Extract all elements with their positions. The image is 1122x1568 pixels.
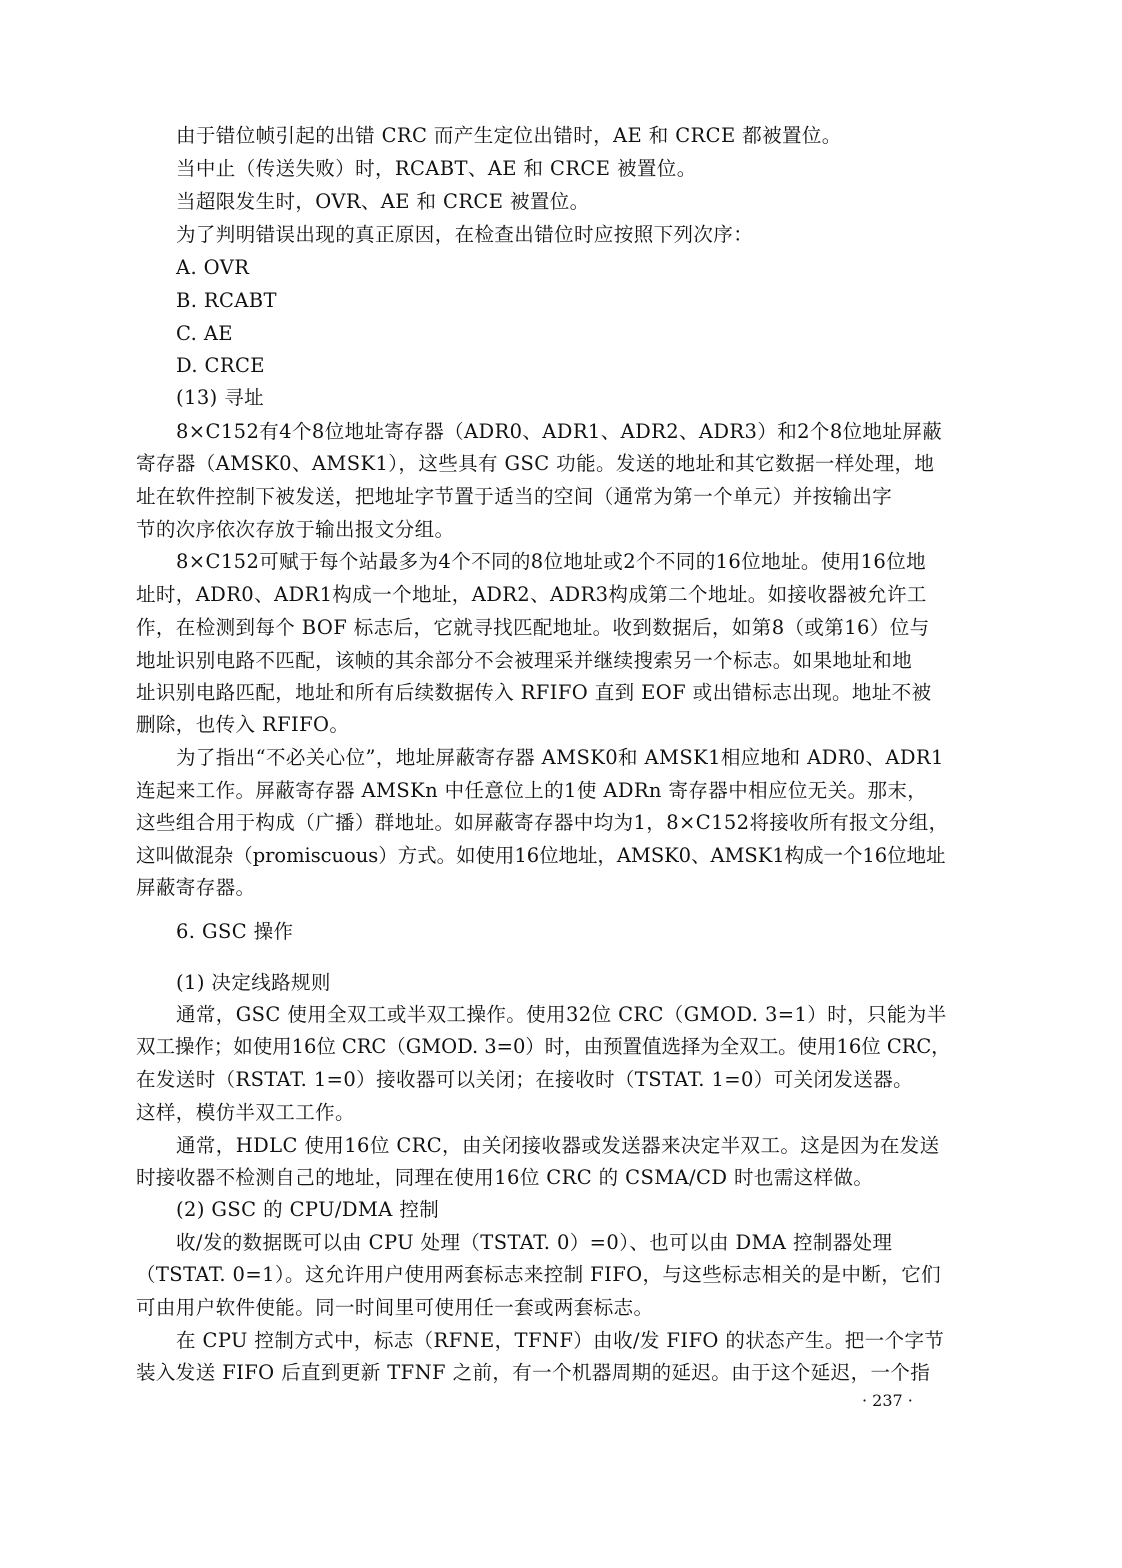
page-number: · 237 ·	[862, 1391, 913, 1410]
section-heading: (13) 寻址	[176, 386, 265, 409]
text-line: 当中止（传送失败）时，RCABT、AE 和 CRCE 被置位。	[176, 157, 697, 180]
text-line: 址识别电路匹配，地址和所有后续数据传入 RFIFO 直到 EOF 或出错标志出现。地址不被	[136, 681, 932, 704]
text-line: 节的次序依次存放于输出报文分组。	[136, 518, 455, 541]
text-line: （TSTAT. 0=1）。这允许用户使用两套标志来控制 FIFO，与这些标志相关的是中断，它们	[136, 1263, 942, 1286]
text-line: 地址识别电路不匹配，该帧的其余部分不会被理采并继续搜索另一个标志。如果地址和地	[136, 649, 913, 672]
text-line: 这样，模仿半双工工作。	[136, 1101, 355, 1124]
text-line: 通常，HDLC 使用16位 CRC，由关闭接收器或发送器来决定半双工。这是因为在发送	[176, 1134, 940, 1157]
text-line: 8×C152可赋于每个站最多为4个不同的8位地址或2个不同的16位地址。使用16位地	[176, 550, 927, 573]
text-line: 为了指出“不必关心位”，地址屏蔽寄存器 AMSK0和 AMSK1相应地和 ADR0、ADR1	[176, 746, 944, 769]
text-line: 这叫做混杂（promiscuous）方式。如使用16位地址，AMSK0、AMSK1构成一个16位地址	[136, 844, 946, 867]
text-line: 为了判明错误出现的真正原因，在检查出错位时应按照下列次序：	[176, 223, 754, 246]
section-heading: 6. GSC 操作	[176, 920, 294, 943]
subsection-heading: (1) 决定线路规则	[176, 971, 331, 994]
subsection-heading: (2) GSC 的 CPU/DMA 控制	[176, 1198, 440, 1221]
text-line: 双工操作；如使用16位 CRC（GMOD. 3=0）时，由预置值选择为全双工。使用16位 CRC，	[136, 1035, 951, 1058]
text-line: 时接收器不检测自己的地址，同理在使用16位 CRC 的 CSMA/CD 时也需这样做。	[136, 1166, 874, 1189]
text-line: 收/发的数据既可以由 CPU 处理（TSTAT. 0）=0）、也可以由 DMA 控制器处理	[176, 1231, 893, 1254]
list-item: C. AE	[176, 322, 233, 345]
text-line: 寄存器（AMSK0、AMSK1），这些具有 GSC 功能。发送的地址和其它数据一样处理，地	[136, 452, 935, 475]
text-line: 装入发送 FIFO 后直到更新 TFNF 之前，有一个机器周期的延迟。由于这个延迟，一个指	[136, 1361, 931, 1384]
text-line: 屏蔽寄存器。	[136, 876, 256, 899]
text-line: 在发送时（RSTAT. 1=0）接收器可以关闭；在接收时（TSTAT. 1=0）可关闭发送器。	[136, 1068, 913, 1091]
text-line: 址时，ADR0、ADR1构成一个地址，ADR2、ADR3构成第二个地址。如接收器被允许工	[136, 583, 927, 606]
list-item: A. OVR	[176, 256, 250, 279]
text-line: 址在软件控制下被发送，把地址字节置于适当的空间（通常为第一个单元）并按输出字	[136, 485, 893, 508]
text-line: 8×C152有4个8位地址寄存器（ADR0、ADR1、ADR2、ADR3）和2个8位地址屏蔽	[176, 420, 943, 443]
text-line: 通常，GSC 使用全双工或半双工操作。使用32位 CRC（GMOD. 3=1）时，只能为半	[176, 1003, 947, 1026]
text-line: 作，在检测到每个 BOF 标志后，它就寻找匹配地址。收到数据后，如第8（或第16）位与	[136, 616, 930, 639]
text-line: 连起来工作。屏蔽寄存器 AMSKn 中任意位上的1使 ADRn 寄存器中相应位无关。那末，	[136, 779, 928, 802]
text-line: 可由用户软件使能。同一时间里可使用任一套或两套标志。	[136, 1296, 654, 1319]
text-line: 这些组合用于构成（广播）群地址。如屏蔽寄存器中均为1，8×C152将接收所有报文分组，	[136, 811, 949, 834]
text-line: 在 CPU 控制方式中，标志（RFNE，TFNF）由收/发 FIFO 的状态产生。把一个字节	[176, 1329, 945, 1352]
text-line: 删除，也传入 RFIFO。	[136, 713, 350, 736]
text-line: 由于错位帧引起的出错 CRC 而产生定位出错时，AE 和 CRCE 都被置位。	[176, 124, 842, 147]
list-item: D. CRCE	[176, 354, 265, 377]
list-item: B. RCABT	[176, 289, 277, 312]
text-line: 当超限发生时，OVR、AE 和 CRCE 被置位。	[176, 190, 590, 213]
